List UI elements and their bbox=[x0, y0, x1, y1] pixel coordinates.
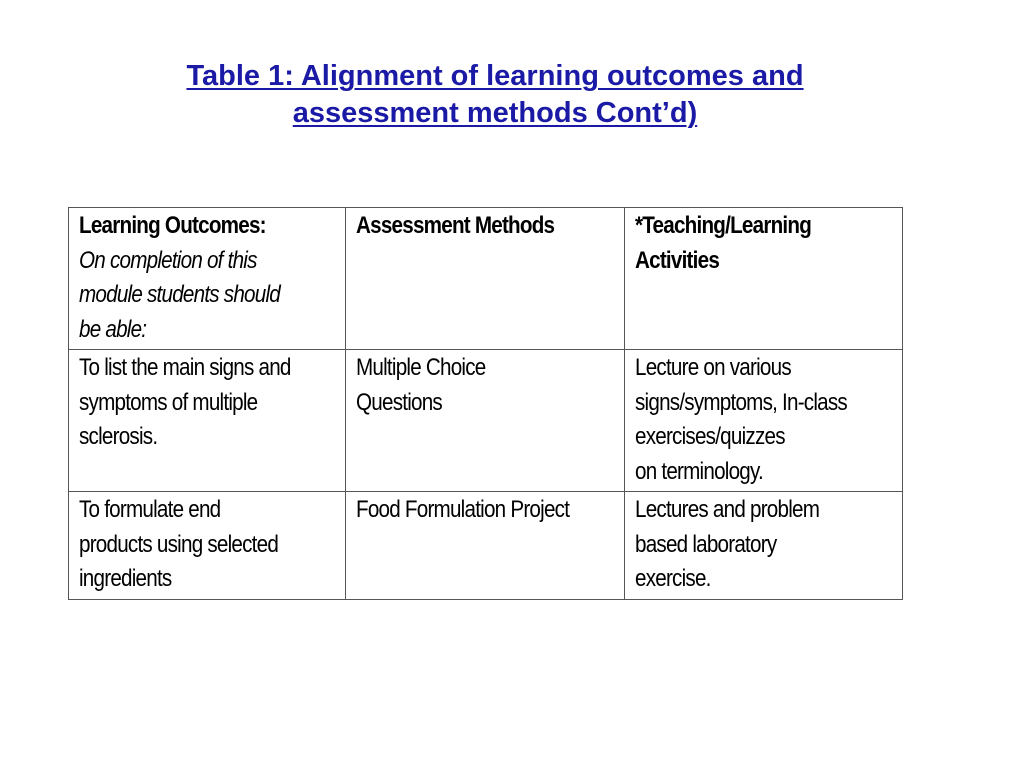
cell-line: products using selected bbox=[79, 530, 279, 558]
cell-line: on terminology. bbox=[634, 457, 763, 485]
table-cell-outcome bbox=[69, 492, 346, 600]
header-label: *Teaching/Learning bbox=[634, 212, 812, 239]
cell-line: exercises/quizzes bbox=[634, 423, 785, 450]
header-cell-teaching-activities bbox=[624, 208, 902, 350]
table-row bbox=[69, 492, 903, 600]
header-cell-learning-outcomes bbox=[69, 208, 346, 350]
table-header-row bbox=[69, 208, 903, 350]
cell-line: Food Formulation Project bbox=[356, 496, 570, 523]
header-label: Learning Outcomes: bbox=[79, 212, 266, 239]
header-label: Assessment Methods bbox=[356, 212, 555, 239]
cell-line: based laboratory bbox=[634, 530, 777, 558]
cell-line: exercise. bbox=[634, 565, 711, 592]
slide-title bbox=[0, 58, 990, 132]
title-line-1: Table 1: Alignment of learning outcomes and bbox=[186, 60, 804, 92]
header-subtext: be able: bbox=[79, 315, 147, 343]
cell-line: Questions bbox=[356, 388, 443, 416]
outcomes-table bbox=[68, 207, 903, 600]
table-cell-assessment bbox=[346, 492, 625, 600]
header-subtext: module students should bbox=[79, 281, 280, 308]
cell-line: signs/symptoms, In-class bbox=[634, 388, 847, 416]
header-cell-assessment-methods bbox=[346, 208, 625, 350]
table-cell-activities bbox=[624, 350, 902, 492]
header-subtext: On completion of this bbox=[79, 246, 257, 274]
table-cell-activities bbox=[624, 492, 902, 600]
cell-line: To formulate end bbox=[79, 496, 221, 523]
header-label: Activities bbox=[634, 246, 719, 274]
cell-line: Lecture on various bbox=[634, 354, 791, 381]
table-cell-assessment bbox=[346, 350, 625, 492]
cell-line: symptoms of multiple bbox=[79, 388, 258, 416]
title-line-2: assessment methods Cont’d) bbox=[292, 97, 698, 129]
cell-line: Lectures and problem bbox=[634, 496, 820, 523]
cell-line: Multiple Choice bbox=[356, 354, 486, 381]
cell-line: To list the main signs and bbox=[79, 354, 291, 381]
cell-line: ingredients bbox=[79, 565, 172, 592]
table-row bbox=[69, 350, 903, 492]
cell-line: sclerosis. bbox=[79, 423, 158, 450]
table-cell-outcome bbox=[69, 350, 346, 492]
